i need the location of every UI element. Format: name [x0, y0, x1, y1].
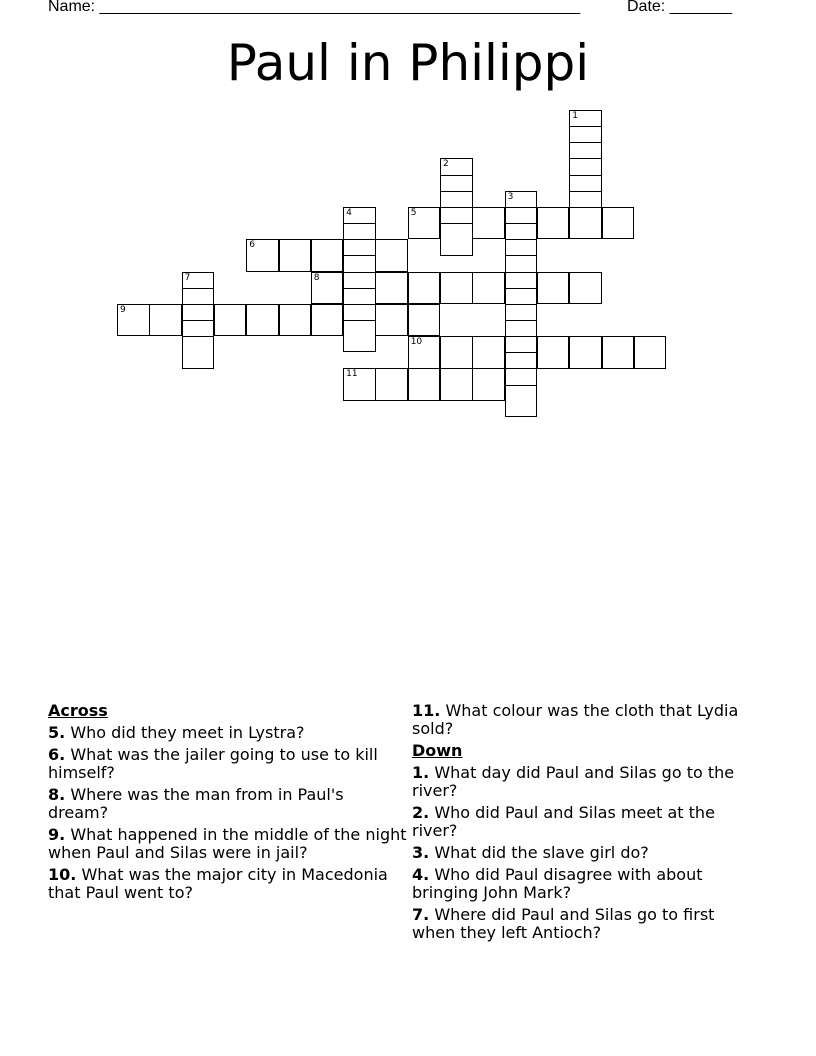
crossword-cell[interactable]	[472, 336, 505, 369]
cell-number: 3	[507, 191, 514, 202]
crossword-cell[interactable]	[343, 320, 376, 353]
crossword-cell[interactable]	[117, 304, 150, 337]
cell-number: 5	[410, 207, 417, 218]
cell-number: 6	[249, 240, 255, 251]
clue-text: Where was the man from in Paul's dream?	[48, 785, 344, 822]
clue-number: 6.	[48, 745, 66, 764]
clue-number: 2.	[412, 803, 430, 822]
crossword-cell[interactable]	[375, 304, 408, 337]
clue-across-6	[48, 746, 408, 782]
clue-text: What was the major city in Macedonia that Paul went to?	[48, 865, 388, 902]
clue-text: What happened in the middle of the night when Paul and Silas were in jail?	[48, 825, 407, 862]
clue-down-7	[412, 906, 757, 942]
crossword-cell[interactable]	[472, 207, 505, 240]
cell-number: 2	[443, 159, 449, 170]
date-field-label: Date: _______	[627, 0, 732, 15]
crossword-cell[interactable]	[537, 272, 570, 305]
clue-down-1	[412, 764, 757, 800]
cell-number: 1	[572, 111, 578, 121]
crossword-cell[interactable]	[246, 304, 279, 337]
clue-number: 8.	[48, 785, 66, 804]
crossword-cell[interactable]	[279, 304, 312, 337]
crossword-cell[interactable]	[214, 304, 247, 337]
crossword-cell[interactable]	[440, 223, 473, 256]
clues-column-left	[48, 702, 408, 906]
crossword-cell[interactable]	[569, 207, 602, 240]
clue-number: 1.	[412, 763, 430, 782]
cell-number: 11	[346, 369, 358, 380]
crossword-cell[interactable]	[279, 239, 312, 272]
clue-text: What day did Paul and Silas go to the river?	[412, 763, 735, 800]
across-heading: Across	[48, 701, 108, 720]
crossword-cell[interactable]	[375, 368, 408, 401]
crossword-cell[interactable]	[311, 239, 344, 272]
clue-down-4	[412, 866, 757, 902]
crossword-cell[interactable]	[440, 272, 473, 305]
cell-number: 9	[120, 304, 126, 315]
clue-number: 3.	[412, 843, 430, 862]
crossword-cell[interactable]	[602, 336, 635, 369]
clue-text: Where did Paul and Silas go to first when they left Antioch?	[412, 905, 715, 942]
clues-column-right	[412, 702, 757, 946]
crossword-cell[interactable]	[311, 304, 344, 337]
crossword-cell[interactable]	[343, 368, 376, 401]
cell-number: 10	[410, 337, 423, 348]
crossword-cell[interactable]	[182, 336, 215, 369]
clue-across-9	[48, 826, 408, 862]
clue-number: 9.	[48, 825, 66, 844]
clue-text: Who did Paul and Silas meet at the river?	[412, 803, 715, 840]
clue-number: 11.	[412, 701, 441, 720]
cell-number: 8	[313, 272, 320, 283]
clue-across-10	[48, 866, 408, 902]
cell-number: 4	[346, 207, 352, 218]
crossword-cell[interactable]	[472, 368, 505, 401]
crossword-cell[interactable]	[440, 368, 473, 401]
clue-text: Who did they meet in Lystra?	[70, 723, 305, 742]
crossword-cell[interactable]	[602, 207, 635, 240]
clue-number: 5.	[48, 723, 66, 742]
crossword-cell[interactable]	[149, 304, 182, 337]
clue-text: What did the slave girl do?	[434, 843, 649, 862]
clue-across-5	[48, 724, 408, 742]
crossword-cell[interactable]	[569, 336, 602, 369]
crossword-cell[interactable]	[569, 272, 602, 305]
name-field-label: Name: ______________________________________________________	[48, 0, 581, 15]
clue-number: 7.	[412, 905, 430, 924]
clue-down-3	[412, 844, 757, 862]
clue-text: Who did Paul disagree with about bringing John Mark?	[412, 865, 703, 902]
clue-number: 4.	[412, 865, 430, 884]
crossword-cell[interactable]	[375, 239, 408, 272]
crossword-cell[interactable]	[408, 207, 441, 240]
clue-across-8	[48, 786, 408, 822]
crossword-cell[interactable]	[537, 336, 570, 369]
crossword-cell[interactable]	[472, 272, 505, 305]
clue-down-2	[412, 804, 757, 840]
clue-across-11	[412, 702, 757, 738]
cell-number: 7	[184, 272, 191, 283]
page-title: Paul in Philippi	[226, 34, 590, 92]
crossword-cell[interactable]	[246, 239, 279, 272]
clue-text: What colour was the cloth that Lydia sold?	[412, 701, 739, 738]
clue-number: 10.	[48, 865, 77, 884]
crossword-cell[interactable]	[375, 272, 408, 305]
crossword-cell[interactable]	[537, 207, 570, 240]
crossword-cell[interactable]	[440, 336, 473, 369]
crossword-cell[interactable]	[408, 304, 441, 337]
clue-text: What was the jailer going to use to kill himself?	[48, 745, 378, 782]
down-heading: Down	[412, 741, 463, 760]
crossword-cell[interactable]	[408, 368, 441, 401]
crossword-cell[interactable]	[408, 336, 441, 369]
crossword-cell[interactable]	[505, 385, 538, 418]
crossword-cell[interactable]	[634, 336, 667, 369]
crossword-cell[interactable]	[408, 272, 441, 305]
crossword-cell[interactable]	[311, 272, 344, 305]
